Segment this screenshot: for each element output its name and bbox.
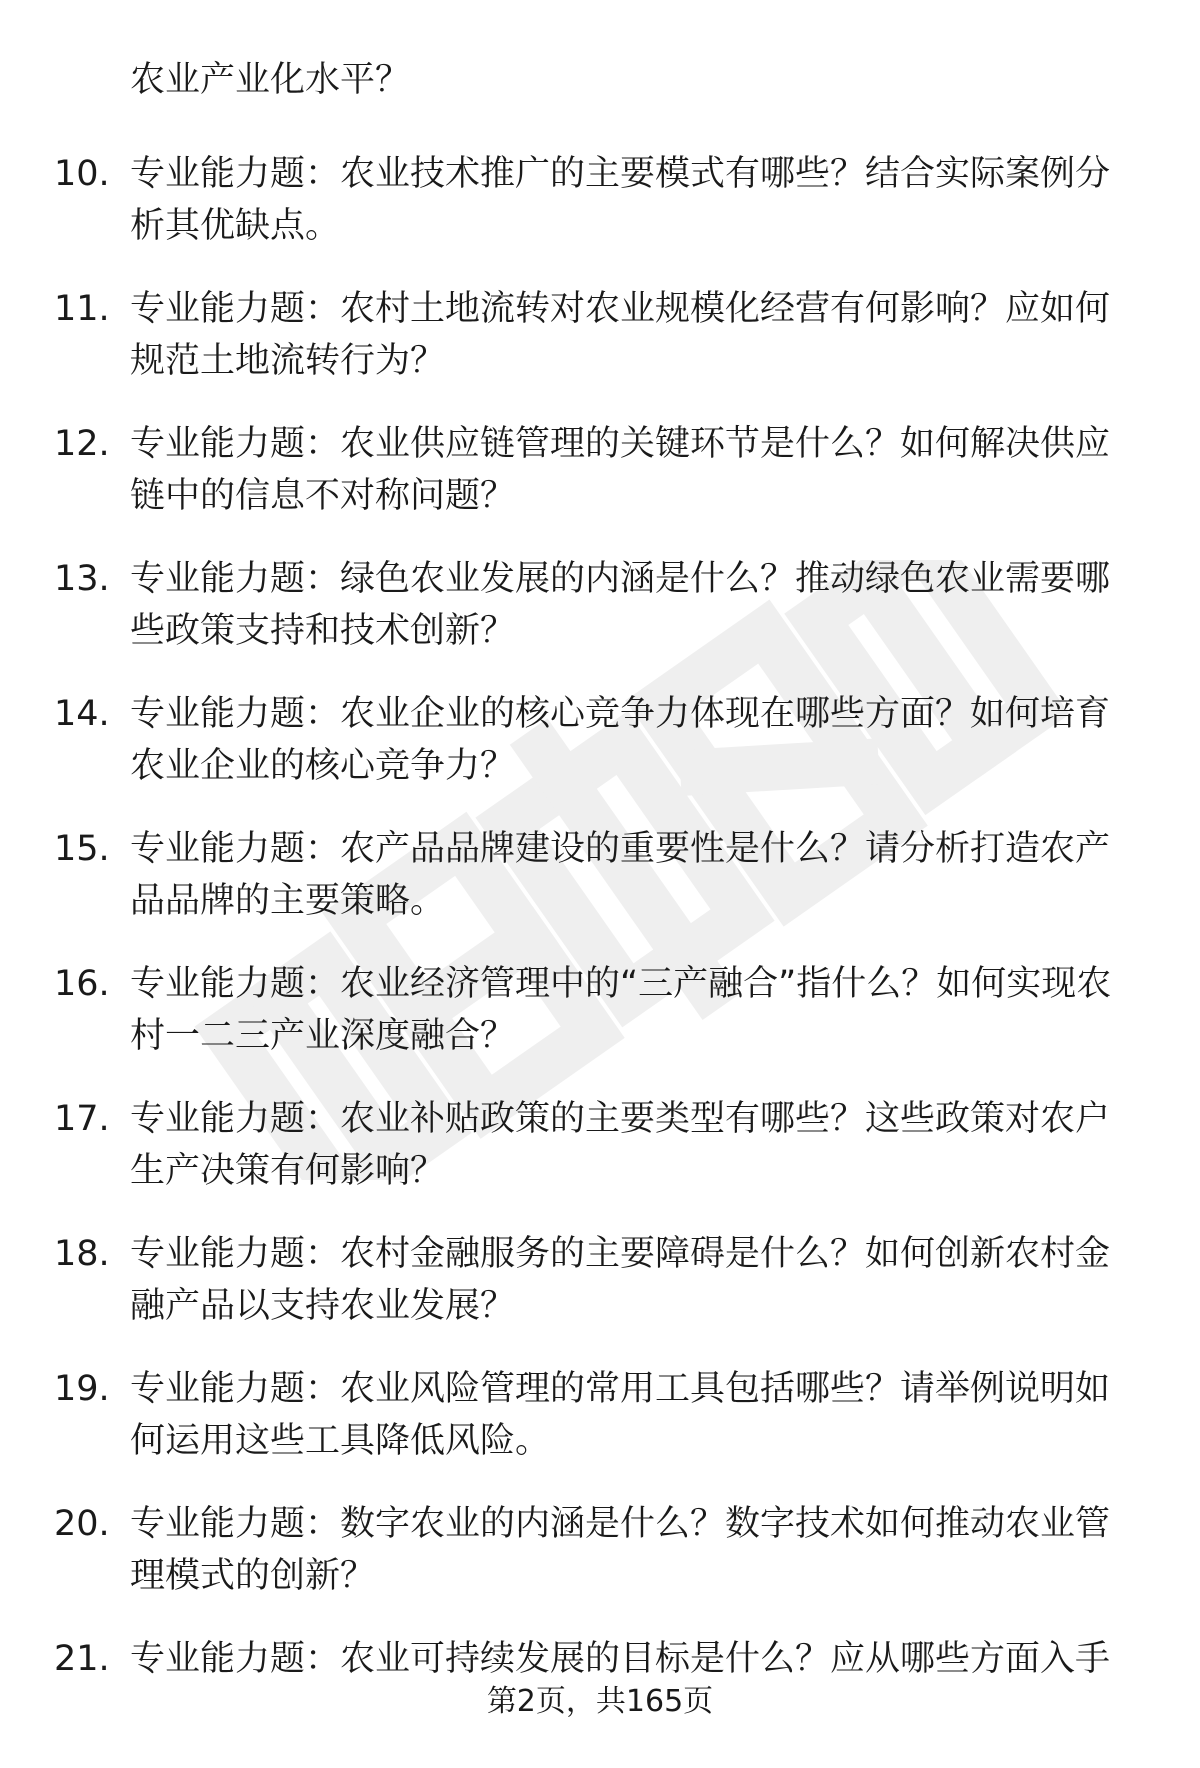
question-number: 12. [54, 424, 110, 464]
question-number: 15. [54, 829, 110, 869]
question-text: 专业能力题：农业风险管理的常用工具包括哪些？请举例说明如何运用这些工具降低风险。 [130, 1369, 1111, 1461]
question-item [0, 1363, 1200, 1498]
continued-question-text: 农业产业化水平？ [130, 60, 411, 100]
question-text: 专业能力题：农业补贴政策的主要类型有哪些？这些政策对农户生产决策有何影响？ [130, 1099, 1111, 1191]
question-text: 专业能力题：农业技术推广的主要模式有哪些？结合实际案例分析其优缺点。 [130, 154, 1111, 246]
question-text: 专业能力题：农村金融服务的主要障碍是什么？如何创新农村金融产品以支持农业发展？ [130, 1234, 1111, 1326]
question-text: 专业能力题：绿色农业发展的内涵是什么？推动绿色农业需要哪些政策支持和技术创新？ [130, 559, 1111, 651]
question-item [0, 148, 1200, 283]
question-list [0, 148, 1200, 1768]
question-text: 专业能力题：农业供应链管理的关键环节是什么？如何解决供应链中的信息不对称问题？ [130, 424, 1111, 516]
question-number: 17. [54, 1099, 110, 1139]
question-text: 专业能力题：农业可持续发展的目标是什么？应从哪些方面入手 [130, 1639, 1111, 1679]
question-text: 专业能力题：农业经济管理中的“三产融合”指什么？如何实现农村一二三产业深度融合？ [130, 964, 1112, 1056]
question-item [0, 688, 1200, 823]
question-number: 16. [54, 964, 110, 1004]
question-number: 11. [54, 289, 110, 329]
question-number: 14. [54, 694, 110, 734]
question-item [0, 958, 1200, 1093]
question-number: 10. [54, 154, 110, 194]
question-text: 专业能力题：数字农业的内涵是什么？数字技术如何推动农业管理模式的创新？ [130, 1504, 1111, 1596]
question-item [0, 553, 1200, 688]
question-number: 18. [54, 1234, 110, 1274]
question-text: 专业能力题：农产品品牌建设的重要性是什么？请分析打造农产品品牌的主要策略。 [130, 829, 1111, 921]
question-number: 13. [54, 559, 110, 599]
question-number: 21. [54, 1639, 110, 1679]
question-number: 20. [54, 1504, 110, 1544]
question-text: 专业能力题：农村土地流转对农业规模化经营有何影响？应如何规范土地流转行为？ [130, 289, 1111, 381]
question-text: 专业能力题：农业企业的核心竞争力体现在哪些方面？如何培育农业企业的核心竞争力？ [130, 694, 1111, 786]
question-item [0, 283, 1200, 418]
question-number: 19. [54, 1369, 110, 1409]
question-item [0, 418, 1200, 553]
question-item [0, 823, 1200, 958]
question-item [0, 1228, 1200, 1363]
question-item [0, 1093, 1200, 1228]
page-footer: 第2页，共165页 [486, 1684, 714, 1719]
question-item [0, 1498, 1200, 1633]
